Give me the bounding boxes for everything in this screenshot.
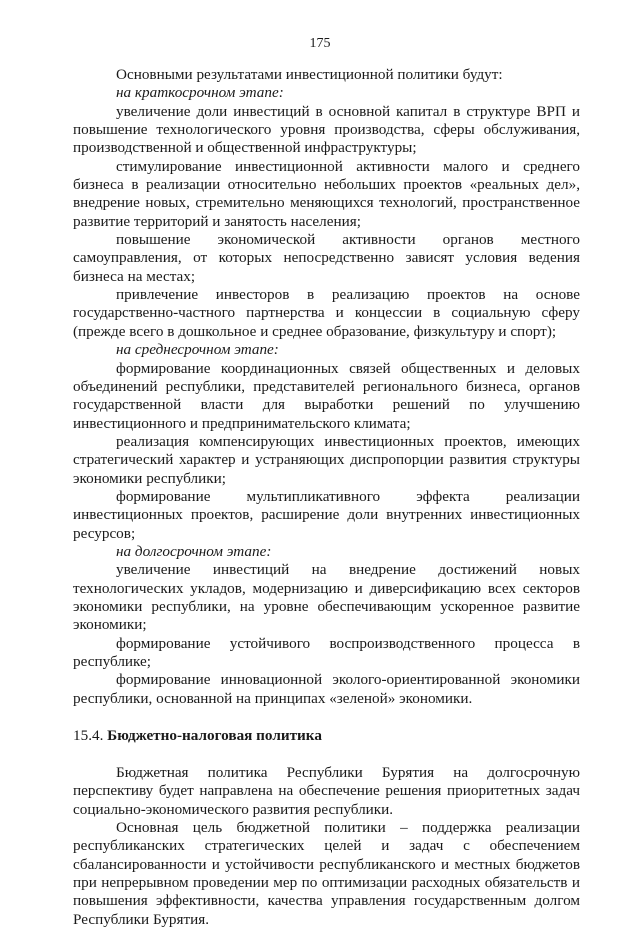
section-paragraph: Бюджетная политика Республики Бурятия на долгосрочную перспективу будет направлена на обеспечение решения приоритетных задач социально-экономического развития республики. (73, 764, 580, 818)
page-number: 175 (309, 36, 331, 51)
long-term-item: формирование инновационной эколого-ориентированной экономики республики, основанной на принципах «зеленой» экономики. (73, 671, 580, 707)
short-term-item: стимулирование инвестиционной активности малого и среднего бизнеса в реализации относительно небольших проектов «реальных дел», внедрение новых, стремительно меняющихся технологий, пространственное развитие территорий и занятость населения; (73, 157, 580, 230)
section-paragraph: Основная цель бюджетной политики – поддержка реализации республиканских стратегических целей и задач с обеспечением сбалансированности и устойчивости республиканского и местных бюджетов при непрерывном проведении мер по оптимизации расходных обязательств и повышения эффективности, качества управления государственным долгом Республики Бурятия. (73, 819, 580, 928)
short-term-item: увеличение доли инвестиций в основной капитал в структуре ВРП и повышение технологического уровня производства, сферы обслуживания, производственной и общественной инфраструктуры; (73, 102, 580, 157)
intro-paragraph: Основными результатами инвестиционной политики будут: (116, 66, 503, 83)
short-term-label: на краткосрочном этапе: (116, 84, 284, 102)
long-term-item: увеличение инвестиций на внедрение достижений новых технологических укладов, модернизацию и диверсификацию всех секторов экономики республики, на уровне обеспечивающим ускоренное развитие экономики; (73, 561, 580, 634)
section-number: 15.4. (73, 727, 104, 745)
section-heading (73, 727, 580, 745)
long-term-label: на долгосрочном этапе: (116, 542, 272, 560)
mid-term-item: формирование координационных связей общественных и деловых объединений республики, представителей регионального бизнеса, органов государственной власти для выработки решений по улучшению инвестиционного и предпринимательского климата; (73, 359, 580, 432)
section-title: Бюджетно-налоговая политика (107, 727, 322, 745)
body-text (73, 66, 580, 929)
short-term-item: повышение экономической активности органов местного самоуправления, от которых непосредственно зависят условия ведения бизнеса на местах; (73, 231, 580, 285)
mid-term-item: реализация компенсирующих инвестиционных проектов, имеющих стратегический характер и устраняющих диспропорции развития структуры экономики республики; (73, 432, 580, 487)
long-term-item: формирование устойчивого воспроизводственного процесса в республике; (73, 634, 580, 670)
short-term-item: привлечение инвесторов в реализацию проектов на основе государственно-частного партнерства и концессии в социальную сферу (прежде всего в дошкольное и среднее образование, физкультуру и спорт); (73, 286, 580, 340)
mid-term-item: формирование мультипликативного эффекта реализации инвестиционных проектов, расширение доли внутренних инвестиционных ресурсов; (73, 487, 580, 542)
mid-term-label: на среднесрочном этапе: (116, 341, 279, 359)
